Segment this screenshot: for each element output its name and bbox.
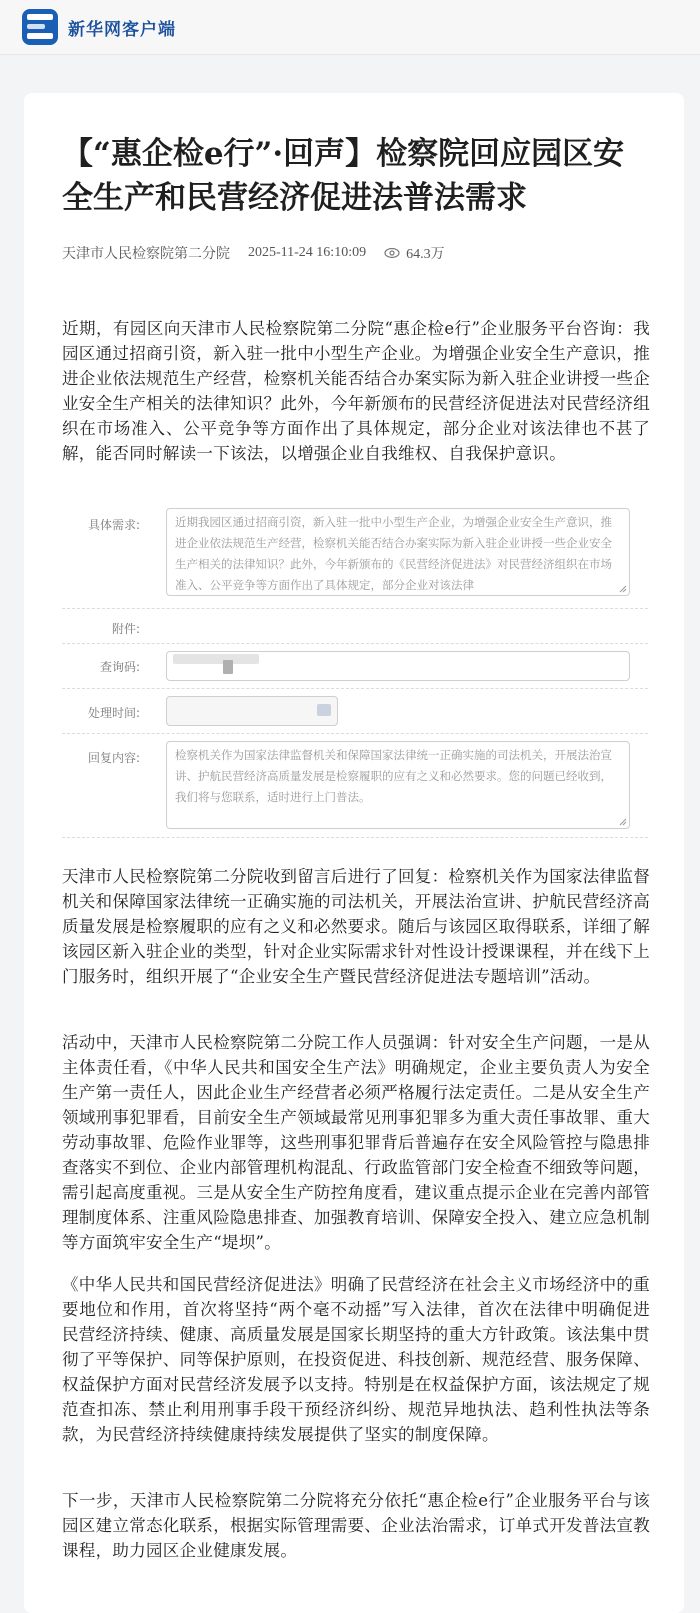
query-code-label: 查询码: <box>99 660 140 674</box>
process-time-field[interactable] <box>166 696 338 726</box>
resize-handle-icon[interactable] <box>619 585 627 593</box>
demand-text: 近期我园区通过招商引资，新入驻一批中小型生产企业，为增强企业安全生产意识，推进企业依法规范生产经营，检察机关能否结合办案实际为新入驻企业讲授一些企业安全生产相关的法律知识？此外，今年新颁布的《民营经济促进法》对民营经济组织在市场准入、公平竞争等方面作出了具体规定，部分企业对该法律 <box>175 515 612 592</box>
article-title: 【“惠企检e行”·回声】检察院回应园区安全生产和民营经济促进法普法需求 <box>62 136 625 216</box>
article-meta <box>62 243 445 263</box>
reply-label: 回复内容: <box>87 751 140 765</box>
view-count: 64.3万 <box>406 247 445 262</box>
query-code-field[interactable] <box>166 651 630 681</box>
demand-label: 具体需求: <box>87 518 140 532</box>
consultation-form <box>62 500 648 840</box>
xinhua-logo-icon[interactable] <box>22 9 58 45</box>
paragraph-intro: 近期，有园区向天津市人民检察院第二分院“惠企检e行”企业服务平台咨询：我园区通过招商引资，新入驻一批中小型生产企业。为增强企业安全生产意识，推进企业依法规范生产经营，检察机关能否结合办案实际为新入驻企业讲授一些企业安全生产相关的法律知识？此外，今年新颁布的民营经济促进法对民营经济组织在市场准入、公平竞争等方面作出了具体规定，部分企业对该法律也不甚了解，能否同时解读一下该法，以增强企业自我维权、自我保护意识。 <box>62 319 650 463</box>
reply-textarea[interactable] <box>166 741 630 829</box>
article-source: 天津市人民检察院第二分院 <box>62 247 230 262</box>
calendar-icon[interactable] <box>317 704 331 716</box>
brand-name[interactable]: 新华网客户端 <box>68 19 176 40</box>
reply-text: 检察机关作为国家法律监督机关和保障国家法律统一正确实施的司法机关，开展法治宣讲、护航民营经济高质量发展是检察履职的应有之义和必然要求。您的问题已经收到，我们将与您联系，适时进行上门普法。 <box>175 748 612 804</box>
article-date: 2025-11-24 16:10:09 <box>248 245 367 260</box>
paragraph-next-step: 下一步，天津市人民检察院第二分院将充分依托“惠企检e行”企业服务平台与该园区建立常态化联系，根据实际管理需要、企业法治需求，订单式开发普法宣教课程，助力园区企业健康发展。 <box>62 1491 650 1560</box>
demand-textarea[interactable] <box>166 508 630 596</box>
process-time-label: 处理时间: <box>87 706 140 720</box>
paragraph-reply: 天津市人民检察院第二分院收到留言后进行了回复：检察机关作为国家法律监督机关和保障国家法律统一正确实施的司法机关，开展法治宣讲、护航民营经济高质量发展是检察履职的应有之义和必然要求。随后与该园区取得联系，详细了解该园区新入驻企业的类型，针对企业实际需求针对性设计授课课程，并在线下上门服务时，组织开展了“企业安全生产暨民营经济促进法专题培训”活动。 <box>62 867 650 986</box>
paragraph-activity: 活动中，天津市人民检察院第二分院工作人员强调：针对安全生产问题，一是从主体责任看，《中华人民共和国安全生产法》明确规定，企业主要负责人为安全生产第一责任人，因此企业生产经营者必须严格履行法定责任。二是从安全生产领域刑事犯罪看，目前安全生产领域最常见刑事犯罪多为重大责任事故罪、重大劳动事故罪、危险作业罪等，这些刑事犯罪背后普遍存在安全风险管控与隐患排查落实不到位、企业内部管理机构混乱、行政监管部门安全检查不细致等问题，需引起高度重视。三是从安全生产防控角度看，建议重点提示企业在完善内部管理制度体系、注重风险隐患排查、加强教育培训、保障安全投入、建立应急机制等方面筑牢安全生产“堤坝”。 <box>62 1033 650 1252</box>
top-bar <box>0 0 700 55</box>
paragraph-law: 《中华人民共和国民营经济促进法》明确了民营经济在社会主义市场经济中的重要地位和作用，首次将坚持“两个毫不动摇”写入法律，首次在法律中明确促进民营经济持续、健康、高质量发展是国家长期坚持的重大方针政策。该法集中贯彻了平等保护、同等保护原则，在投资促进、科技创新、规范经营、服务保障、权益保护方面对民营经济发展予以支持。特别是在权益保护方面，该法规定了规范查扣冻、禁止利用刑事手段干预经济纠纷、规范异地执法、趋利性执法等条款，为民营经济持续健康持续发展提供了坚实的制度保障。 <box>62 1275 650 1444</box>
eye-icon <box>384 245 400 261</box>
resize-handle-icon[interactable] <box>619 818 627 826</box>
attachment-label: 附件: <box>111 622 140 636</box>
